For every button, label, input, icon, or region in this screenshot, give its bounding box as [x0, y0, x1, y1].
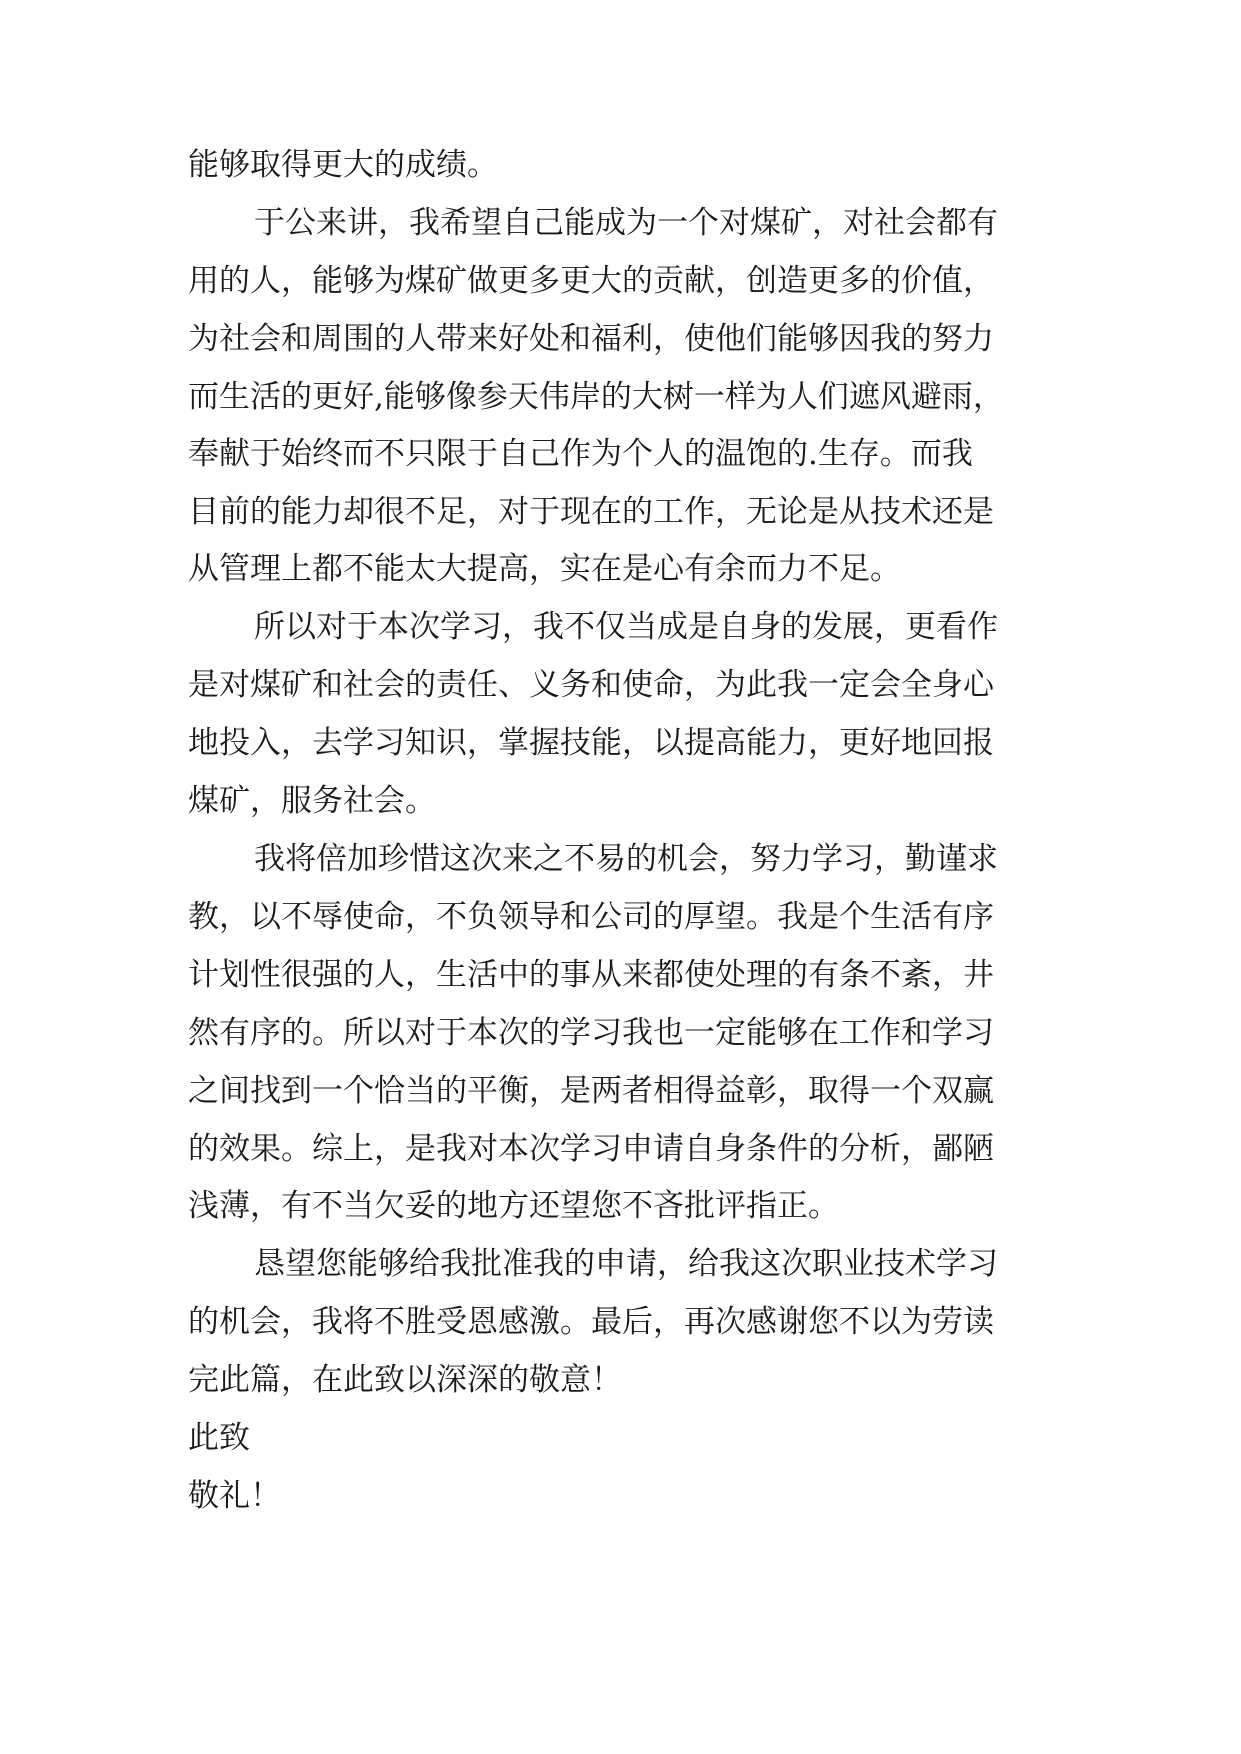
closing-salutation: 此致: [188, 1420, 250, 1456]
text-line: 然有序的。所以对于本次的学习我也一定能够在工作和学习: [188, 1015, 994, 1051]
text-line: 计划性很强的人，生活中的事从来都使处理的有条不紊，井: [188, 957, 994, 993]
text-line: 于公来讲，我希望自己能成为一个对煤矿，对社会都有: [254, 205, 998, 241]
text-line: 地投入，去学习知识，掌握技能，以提高能力，更好地回报: [188, 725, 994, 761]
closing-regards: 敬礼！: [188, 1478, 281, 1514]
text-line: 奉献于始终而不只限于自己作为个人的温饱的.生存。而我: [188, 436, 973, 472]
text-line: 我将倍加珍惜这次来之不易的机会，努力学习，勤谨求: [254, 841, 998, 877]
text-line: 的效果。综上，是我对本次学习申请自身条件的分析，鄙陋: [188, 1131, 994, 1167]
text-line: 所以对于本次学习，我不仅当成是自身的发展，更看作: [254, 609, 998, 645]
text-line: 浅薄，有不当欠妥的地方还望您不吝批评指正。: [188, 1188, 839, 1224]
text-line: 教，以不辱使命，不负领导和公司的厚望。我是个生活有序: [188, 899, 994, 935]
text-line: 完此篇，在此致以深深的敬意！: [188, 1362, 622, 1398]
text-line: 的机会，我将不胜受恩感激。最后，再次感谢您不以为劳读: [188, 1304, 994, 1340]
text-line: 用的人，能够为煤矿做更多更大的贡献，创造更多的价值，: [188, 263, 994, 299]
text-line: 煤矿，服务社会。: [188, 783, 436, 819]
text-line: 从管理上都不能太大提高，实在是心有余而力不足。: [188, 551, 901, 587]
text-line: 之间找到一个恰当的平衡，是两者相得益彰，取得一个双赢: [188, 1073, 994, 1109]
text-line: 为社会和周围的人带来好处和福利，使他们能够因我的努力: [188, 321, 994, 357]
text-line: 是对煤矿和社会的责任、义务和使命，为此我一定会全身心: [188, 667, 994, 703]
text-line: 恳望您能够给我批准我的申请，给我这次职业技术学习: [254, 1246, 998, 1282]
text-line: 而生活的更好,能够像参天伟岸的大树一样为人们遮风避雨，: [188, 379, 1004, 415]
text-line: 目前的能力却很不足，对于现在的工作，无论是从技术还是: [188, 494, 994, 530]
text-line: 能够取得更大的成绩。: [188, 147, 498, 183]
